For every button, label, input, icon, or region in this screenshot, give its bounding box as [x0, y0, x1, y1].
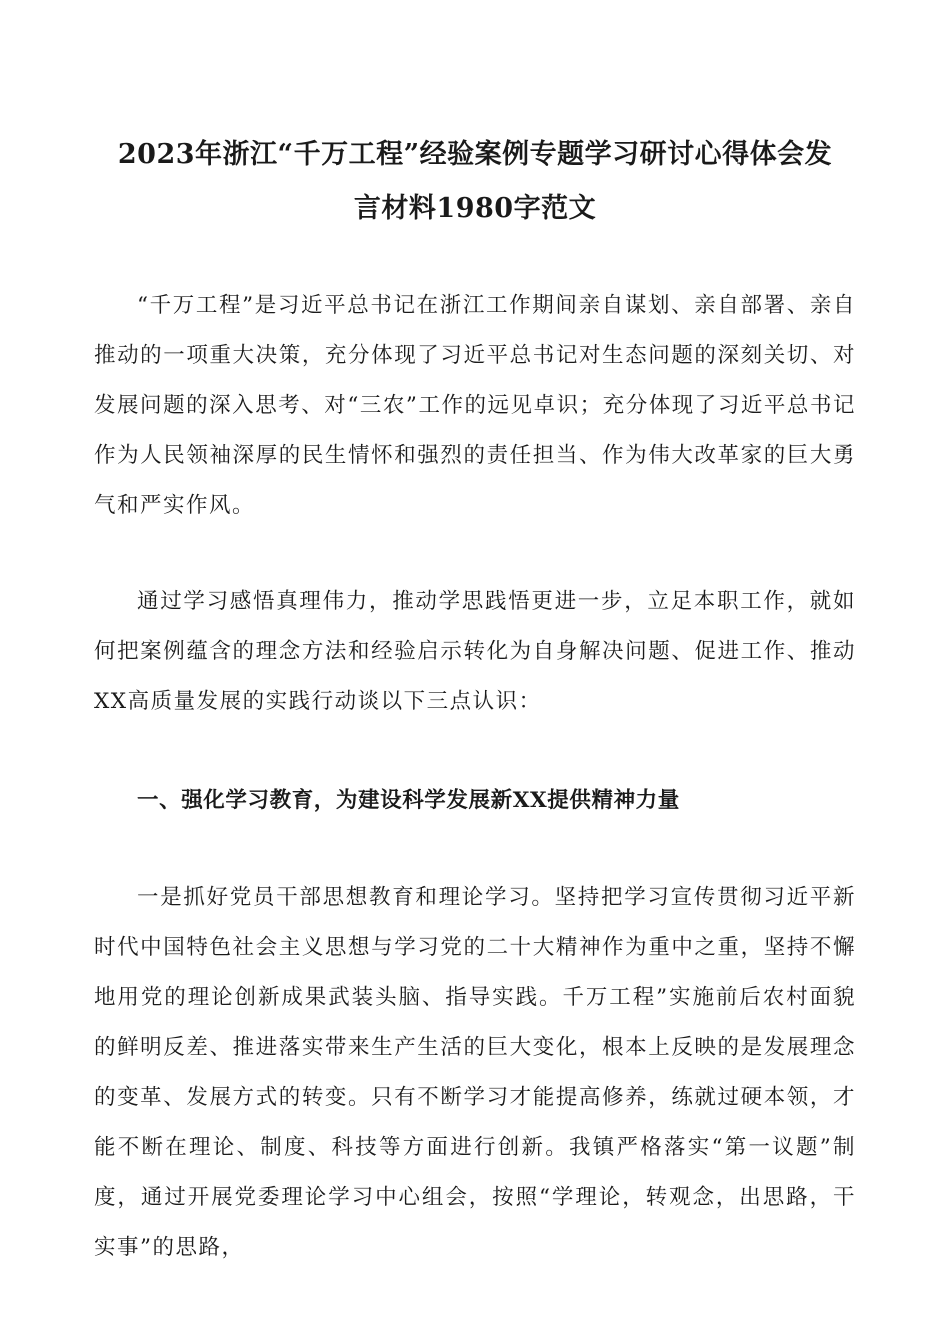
- section-heading: 一、强化学习教育，为建设科学发展新XX提供精神力量: [137, 788, 680, 813]
- paragraph-overview: 通过学习感悟真理伟力，推动学思践悟更进一步，立足本职工作，就如何把案例蕴含的理念方法和经验启示转化为自身解决问题、促进工作、推动XX高质量发展的实践行动谈以下三点认识：: [94, 589, 856, 714]
- title-line-1: 2023年浙江“千万工程”经验案例专题学习研讨心得体会发: [117, 139, 833, 170]
- document-title: [80, 128, 870, 236]
- title-line-2: 言材料1980字范文: [353, 193, 597, 224]
- section-paragraph: 一是抓好党员干部思想教育和理论学习。坚持把学习宣传贯彻习近平新时代中国特色社会主义思想与学习党的二十大精神作为重中之重，坚持不懈地用党的理论创新成果武装头脑、指导实践。千万工程”实施前后农村面貌的鲜明反差、推进落实带来生产生活的巨大变化，根本上反映的是发展理念的变革、发展方式的转变。只有不断学习才能提高修养，练就过硬本领，才能不断在理论、制度、科技等方面进行创新。我镇严格落实“第一议题”制度，通过开展党委理论学习中心组会，按照“学理论，转观念，出思路，干实事”的思路，: [94, 885, 856, 1260]
- paragraph-intro: “千万工程”是习近平总书记在浙江工作期间亲自谋划、亲自部署、亲自推动的一项重大决策，充分体现了习近平总书记对生态问题的深刻关切、对发展问题的深入思考、对“三农”工作的远见卓识；充分体现了习近平总书记作为人民领袖深厚的民生情怀和强烈的责任担当、作为伟大改革家的巨大勇气和严实作风。: [94, 293, 856, 518]
